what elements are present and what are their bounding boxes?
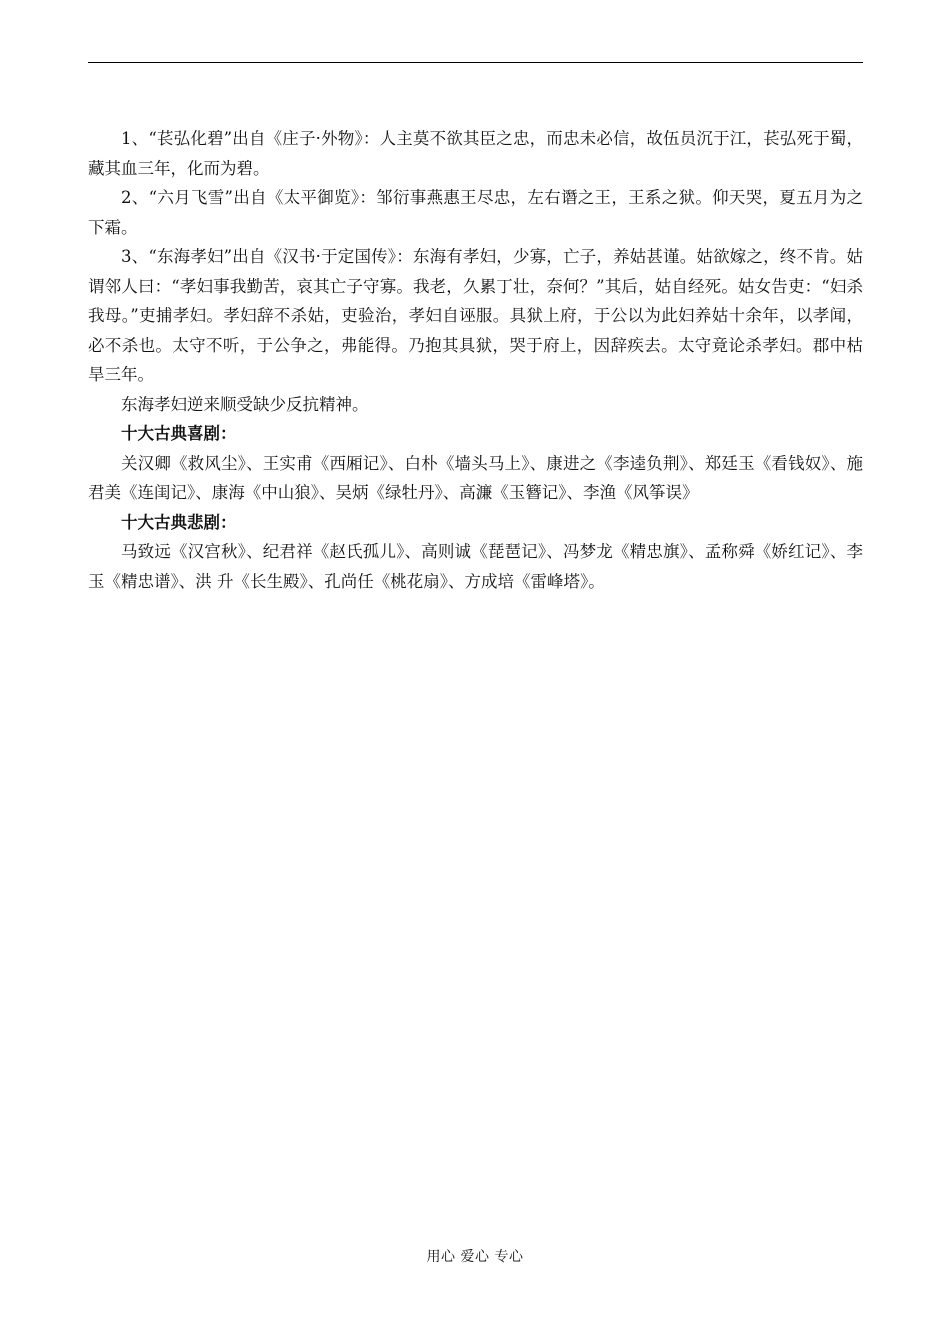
paragraph-changhong: 1、“苌弘化碧”出自《庄子·外物》：人主莫不欲其臣之忠，而忠未必信，故伍员沉于江，苌弘死于蜀，藏其血三年，化而为碧。: [88, 129, 863, 178]
header-rule: [88, 62, 863, 63]
tragedy-list: 马致远《汉宫秋》、纪君祥《赵氏孤儿》、高则诚《琵琶记》、冯梦龙《精忠旗》、孟称舜《娇红记》、李玉《精忠谱》、洪 升《长生殿》、孔尚任《桃花扇》、方成培《雷峰塔》。: [88, 542, 863, 591]
page-footer: 用心 爱心 专心: [426, 1249, 524, 1265]
paragraph-comment: 东海孝妇逆来顺受缺少反抗精神。: [121, 394, 369, 414]
comedy-list: 关汉卿《救风尘》、王实甫《西厢记》、白朴《墙头马上》、康进之《李逵负荆》、郑廷玉《看钱奴》、施君美《连闺记》、康海《中山狼》、吴炳《绿牡丹》、高濂《玉簪记》、李渔《风筝误》: [88, 453, 863, 502]
tragedy-heading: 十大古典悲剧：: [121, 512, 237, 532]
document-body: [88, 124, 863, 596]
paragraph-june-snow: 2、“六月飞雪”出自《太平御览》：邹衍事燕惠王尽忠，左右谮之王，王系之狱。仰天哭，夏五月为之下霜。: [88, 188, 863, 237]
paragraph-donghai-xiaofu: 3、“东海孝妇”出自《汉书·于定国传》：东海有孝妇，少寡，亡子，养姑甚谨。姑欲嫁之，终不肯。姑谓邻人曰：“孝妇事我勤苦，哀其亡子守寡。我老，久累丁壮，奈何？”其后，姑自经死。姑女告吏：“妇杀我母。”吏捕孝妇。孝妇辞不杀姑，吏验治，孝妇自诬服。具狱上府，于公以为此妇养姑十余年，以孝闻，必不杀也。太守不听，于公争之，弗能得。乃抱其具狱，哭于府上，因辞疾去。太守竟论杀孝妇。郡中枯旱三年。: [88, 247, 863, 384]
comedy-heading: 十大古典喜剧：: [121, 424, 237, 443]
